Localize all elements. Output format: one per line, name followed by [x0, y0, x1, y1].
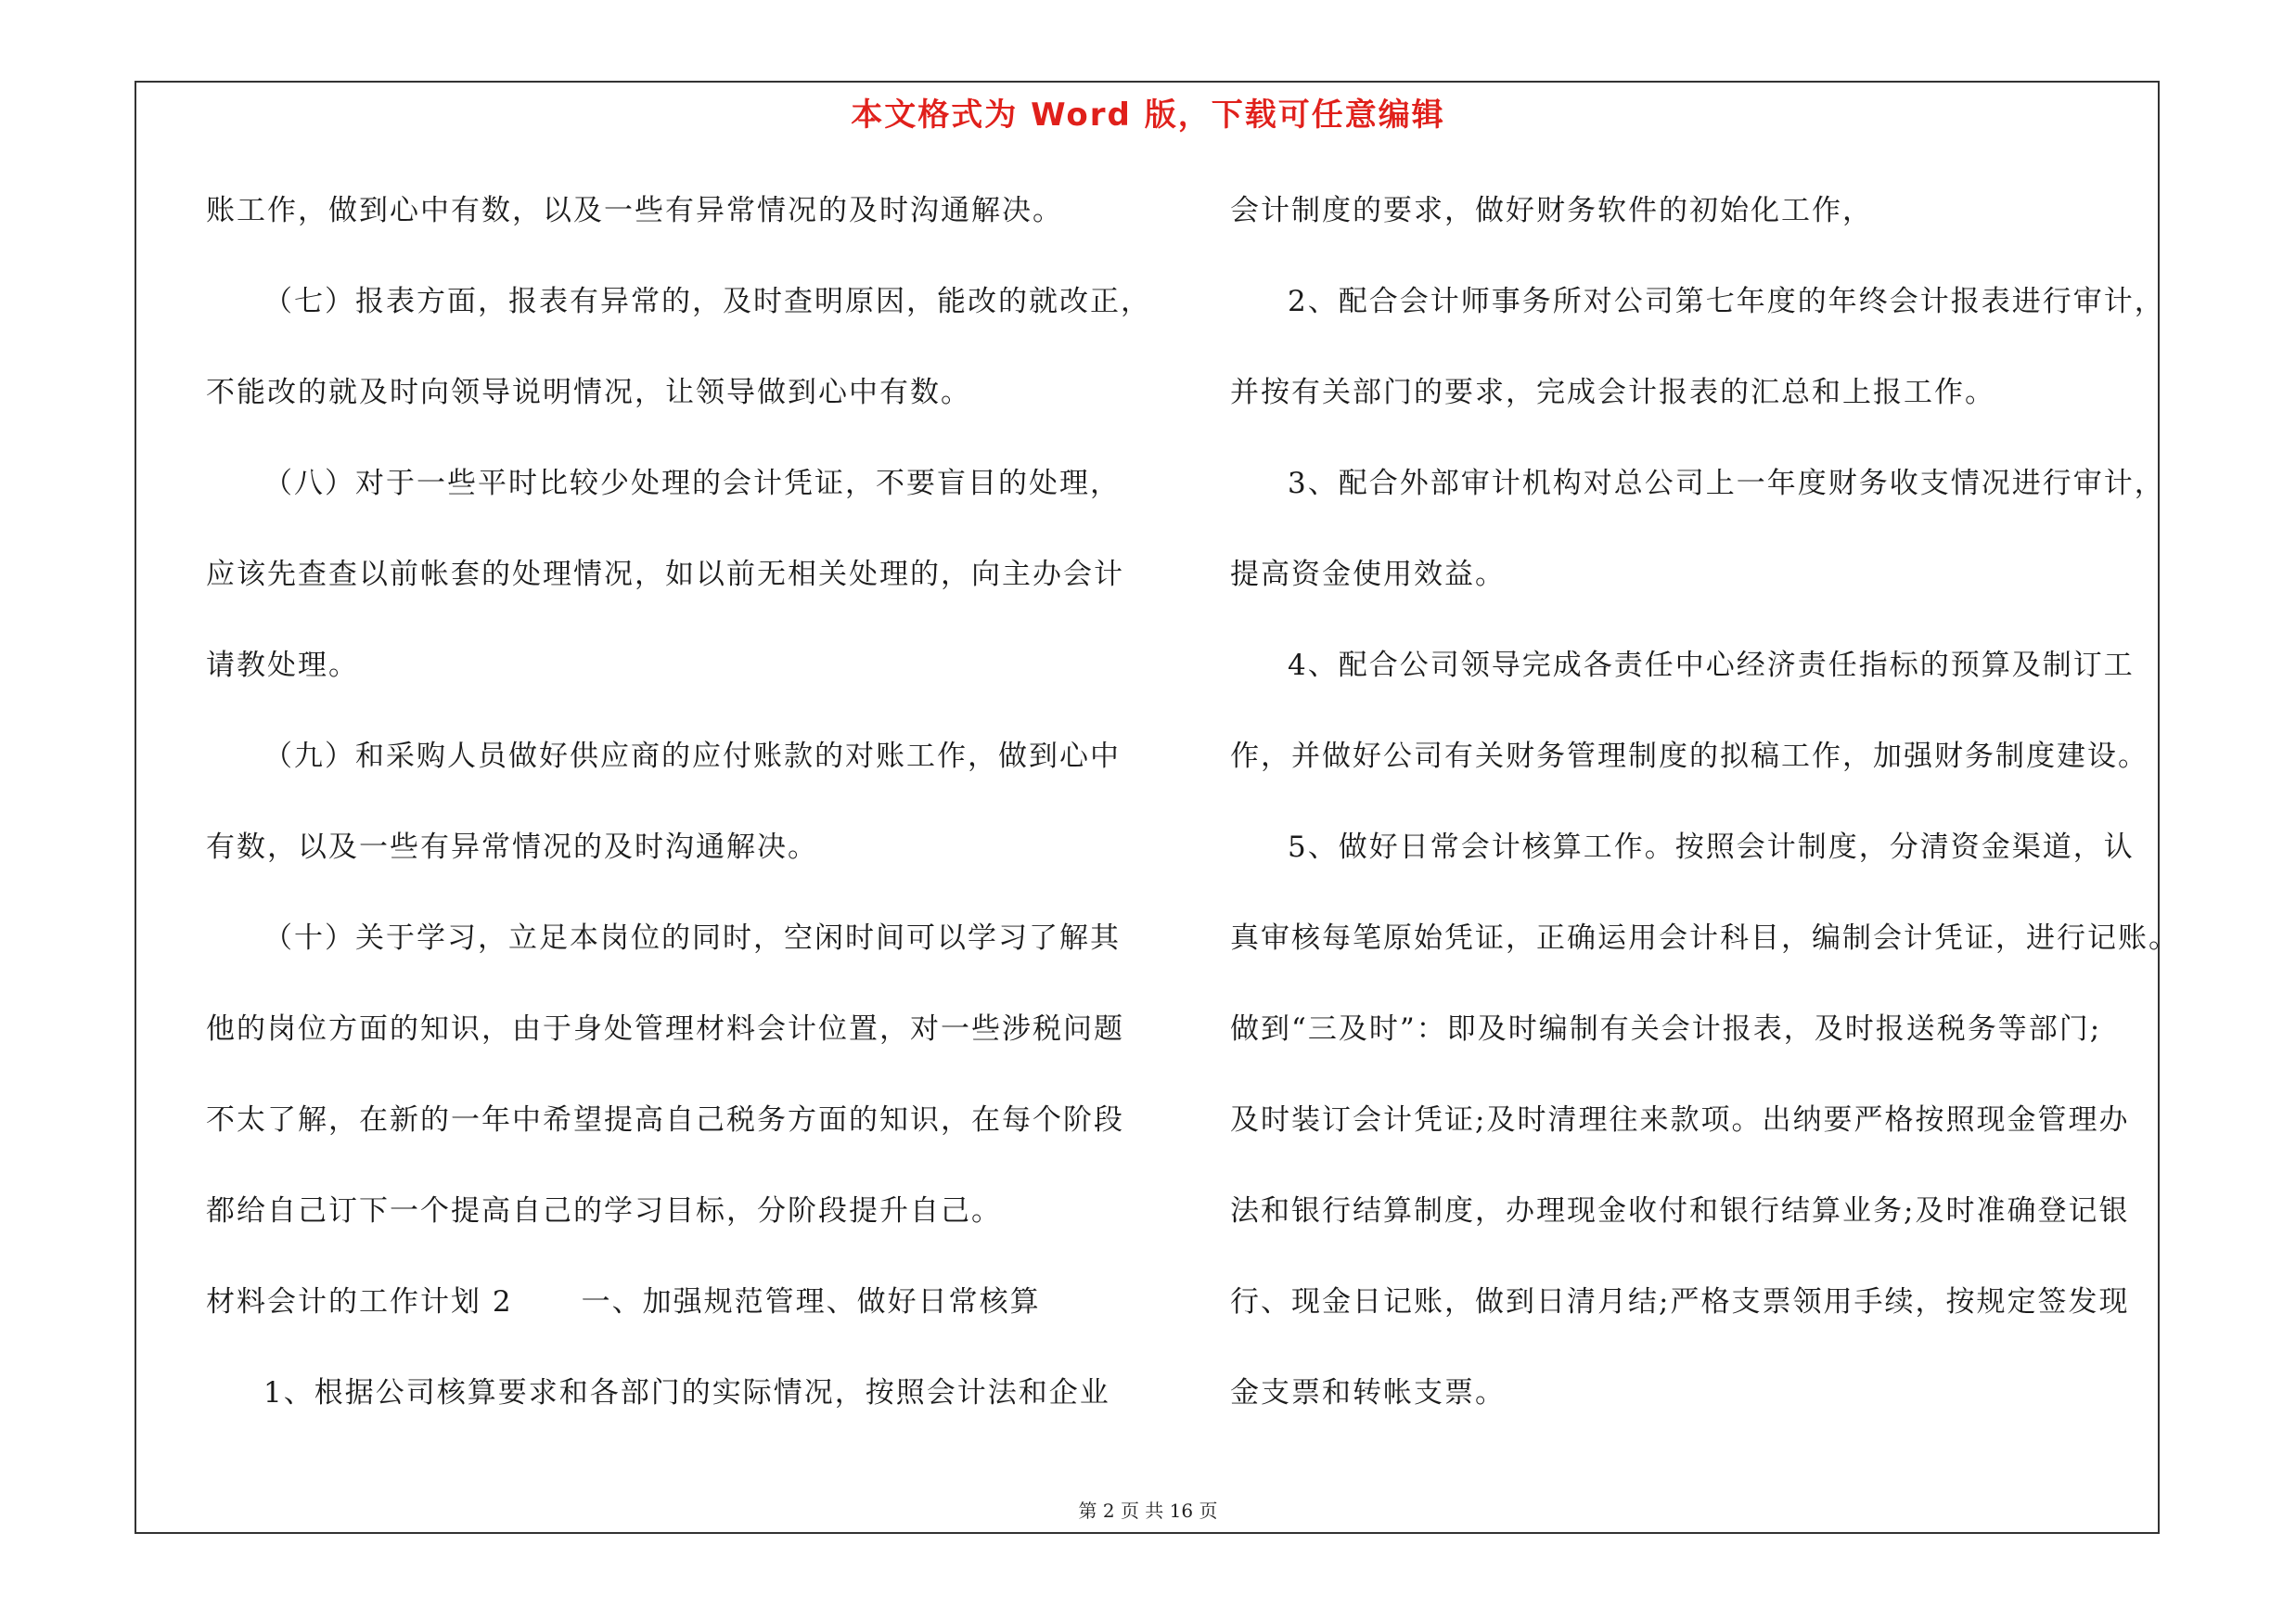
paragraph-line: 2、配合会计师事务所对公司第七年度的年终会计报表进行审计， — [1288, 285, 2165, 318]
paragraph-line: 应该先查查以前帐套的处理情况，如以前无相关处理的，向主办会计 — [206, 558, 1124, 591]
paragraph-line: （七）报表方面，报表有异常的，及时查明原因，能改的就改正， — [263, 285, 1151, 318]
paragraph-line: 并按有关部门的要求，完成会计报表的汇总和上报工作。 — [1230, 376, 1995, 409]
paragraph-line: （十）关于学习，立足本岗位的同时，空闲时间可以学习了解其 — [263, 921, 1121, 955]
paragraph-line: 真审核每笔原始凭证，正确运用会计科目，编制会计凭证，进行记账。 — [1230, 921, 2179, 955]
paragraph-line: 不太了解，在新的一年中希望提高自己税务方面的知识，在每个阶段 — [206, 1103, 1124, 1137]
left-column — [206, 186, 1151, 1459]
paragraph-line: 法和银行结算制度，办理现金收付和银行结算业务;及时准确登记银 — [1230, 1194, 2130, 1228]
paragraph-line: 4、配合公司领导完成各责任中心经济责任指标的预算及制订工 — [1288, 649, 2135, 682]
right-column — [1230, 186, 2179, 1459]
paragraph-line: 他的岗位方面的知识，由于身处管理材料会计位置，对一些涉税问题 — [206, 1012, 1124, 1046]
paragraph-line: 做到“三及时”：即及时编制有关会计报表，及时报送税务等部门; — [1230, 1012, 2102, 1046]
paragraph-line: 请教处理。 — [206, 649, 359, 682]
paragraph-line: 5、做好日常会计核算工作。按照会计制度，分清资金渠道，认 — [1288, 831, 2135, 864]
paragraph-line: 作，并做好公司有关财务管理制度的拟稿工作，加强财务制度建设。 — [1230, 740, 2148, 773]
paragraph-line: 行、现金日记账，做到日清月结;严格支票领用手续，按规定签发现 — [1230, 1285, 2130, 1319]
paragraph-line: （九）和采购人员做好供应商的应付账款的对账工作，做到心中 — [263, 740, 1121, 773]
paragraph-line: 金支票和转帐支票。 — [1230, 1376, 1506, 1410]
paragraph-line: 不能改的就及时向领导说明情况，让领导做到心中有数。 — [206, 376, 971, 409]
paragraph-line: 及时装订会计凭证;及时清理往来款项。出纳要严格按照现金管理办 — [1230, 1103, 2130, 1137]
paragraph-line: 账工作，做到心中有数，以及一些有异常情况的及时沟通解决。 — [206, 194, 1063, 227]
paragraph-line: 1、根据公司核算要求和各部门的实际情况，按照会计法和企业 — [263, 1376, 1110, 1410]
section-subtitle: 一、加强规范管理、做好日常核算 — [581, 1285, 1041, 1319]
paragraph-line: 会计制度的要求，做好财务软件的初始化工作， — [1230, 194, 1873, 227]
paragraph-line: 都给自己订下一个提高自己的学习目标，分阶段提升自己。 — [206, 1194, 1002, 1228]
word-format-banner: 本文格式为 Word 版，下载可任意编辑 — [851, 97, 1445, 134]
section-heading-line — [206, 1277, 1134, 1368]
paragraph-line: 有数，以及一些有异常情况的及时沟通解决。 — [206, 831, 818, 864]
page-number-footer: 第 2 页 共 16 页 — [1078, 1500, 1218, 1522]
paragraph-line: 提高资金使用效益。 — [1230, 558, 1506, 591]
paragraph-line: （八）对于一些平时比较少处理的会计凭证，不要盲目的处理， — [263, 467, 1121, 500]
paragraph-line: 3、配合外部审计机构对总公司上一年度财务收支情况进行审计， — [1288, 467, 2165, 500]
plan-title: 材料会计的工作计划 2 — [206, 1285, 513, 1319]
